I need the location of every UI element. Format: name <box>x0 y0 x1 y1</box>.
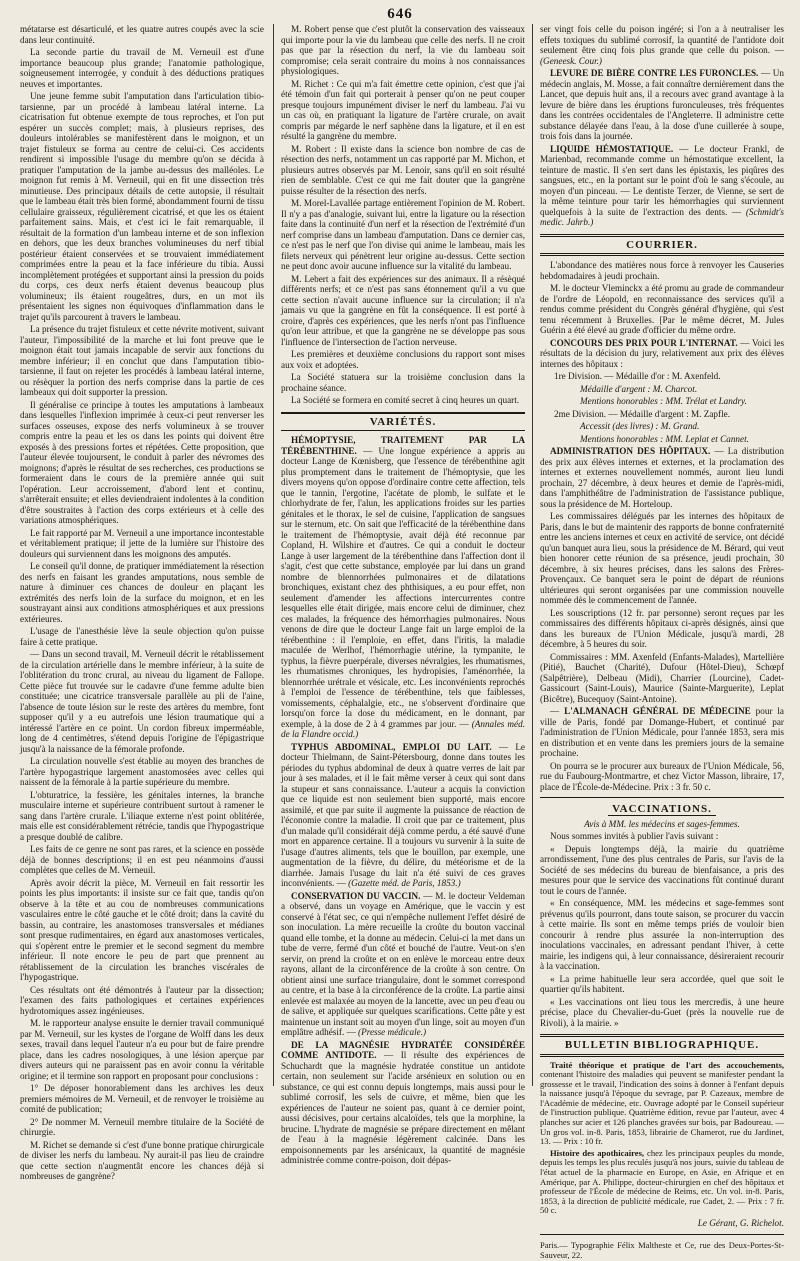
paragraph: « La prime habituelle leur sera accordée, quel que soit le quartier qu'ils habitent. <box>540 973 784 994</box>
paragraph: M. Richet se demande si c'est d'une bonne pratique chirurgicale de diviser les nerfs du lambeau. Ny aurait-il pas lieu de craindre que cette section n'augmentât encore les chances déjà si nombreuses de gangrène? <box>20 1139 264 1181</box>
article-source: (Annales méd. de la Flandre occid.) <box>281 718 526 739</box>
paragraph: Les souscriptions (12 fr. par personne) seront reçues par les commissaires des différents hôpitaux ci-après désignés, ainsi que dans les bureaux de l'Union Médicale, jusqu'à mardi, 28 décembre, à 5 heures du soir. <box>540 607 784 649</box>
paragraph: M. Morel-Lavallée partage entièrement l'opinion de M. Robert. Il n'y a pas d'analogie, suivant lui, entre la ligature ou la résection faite dans la continuité d'un nerf et la résection de l'extrémité d'un nerf comprise dans un lambeau d'amputation. Dans ce dernier cas, ce n'est pas le nerf que l'on divise qui anime le lambeau, mais les filets nerveux qui pénètrent leur origine au-dessus. Cette section ne peut donc avoir aucune influence sur la vitalité du lambeau. <box>281 198 525 271</box>
article-text: — Le docteur Frankl, de Marienbad, recommande comme un hémostatique excellent, la teinture de mastic. Il s'en sert dans les épistaxis, les piqûres des sangsues, etc., en la portant sur le point d'où le sang s'écoule, au moyen d'un pinceau. — Le dentiste Terzer, de Vienne, se sert de la même teinture pour tarir les hémorrhagies qui surviennent quelquefois à la suite de l'extraction des dents. <box>540 143 785 217</box>
article-text: ser vingt fois celle du poison ingéré; si l'on a à neutraliser les effets toxiques du sublimé corrosif, la quantité de l'antidote doit seulement être cinq fois plus grande que celle du poison. <box>540 24 784 55</box>
article-paragraph <box>540 338 784 370</box>
prize-line: Mentions honorables : MM. Trélat et Landry. <box>580 396 747 406</box>
paragraph: Les faits de ce genre ne sont pas rares, et la science en possède déjà de bonnes descriptions; il en est peu néanmoins d'aussi complètes que celles de M. Verneuil. <box>20 844 264 875</box>
divider <box>540 1234 784 1235</box>
prize-line: 2me Division. — Médaille d'argent : M. Zapfle. <box>554 408 731 419</box>
paragraph: M. Robert : Il existe dans la science bon nombre de cas de résection des nerfs, notamment un cas rapporté par M. Michon, et plusieurs autres observés par M. Lenoir, sans qu'il en soit résulté rien de semblable. C'est ce qui me fait douter que la gangrène puisse résulter de la résection des nerfs. <box>281 143 525 196</box>
paragraph: On pourra se le procurer aux bureaux de l'Union Médicale, 56, rue du Faubourg-Montmartre, et chez Victor Masson, libraire, 17, place de l'École-de-Médecine. Prix : 3 fr. 50 c. <box>540 760 784 792</box>
divider <box>540 797 784 798</box>
paragraph: Les commissaires délégués par les internes des hôpitaux de Paris, dans le but de maintenir des rapports de bonne confraternité entre les anciens internes et ceux en activité de service, ont décidé qu'un banquet aura lieu, sous la présidence de M. Bérard, qui veut bien honorer cette réunion de sa présence, jeudi prochain, 30 décembre, à six heures précises, dans les salons des Frères-Provençaux. Ce banquet sera le point de départ de réunions ultérieures qui seront organisées par une commission nouvelle nommée dès le commencement de l'année. <box>540 511 784 605</box>
paragraph: Nous sommes invités à publier l'avis suivant : <box>550 831 719 841</box>
article-paragraph: TYPHUS ABDOMINAL, EMPLOI DU LAIT. — Le docteur Thielmann, de Saint-Pétersbourg, donne dans toutes les périodes du typhus abdominal de deux à quatre verres de lait par jour à ses malades, et il le fait même verser à ceux qui sont dans la stupeur et sans connaissance. L'auteur a acquis la conviction que ce liquide est non seulement bien supporté, mais encore assimilé, et que par suite il augmente la puissance de réaction de l'économie contre la maladie. Il croit que par ce traitement, plus d'un malade qu'il considérait déjà comme perdu, a été sauvé d'une mort en apparence certaine. Il a toujours vu survenir à la suite de l'usage d'autres aliments, tels que le bouillon, par exemple, une augmentation de la fièvre, du délire, du météorisme et de la diarrhée. Jamais l'usage du lait n'a été suivi de ces graves inconvénients. — (Gazette méd. de Paris, 1853.) <box>281 741 526 888</box>
prize-line: 1re Division. — Médaille d'or : M. Axenfeld. <box>554 371 721 381</box>
paragraph: Les premières et deuxième conclusions du rapport sont mises aux voix et adoptées. <box>281 349 525 370</box>
article-text: — M. le docteur Veldeman a observé, dans un voyage en Amérique, que le vaccin y est conservé à l'état sec, ce qui n'empêche nullement l'effet désiré de son inoculation. La mère recueille la croûte du bouton vaccinal quand elle tombe, et la donne au médecin. Celui-ci la met dans un tube de verre, fermé d'un côté et bouché de l'autre. Veut-on s'en servir, on prend la croûte et on en enlève le morceau entre deux rayons, allant de la circonférence de la croûte à son centre. On obtient ainsi une surface triangulaire, dont le sommet correspond au centre, et la base à la circonférence de la croûte. La partie ainsi enlevée est malaxée au moyen de la lancette, avec un peu d'eau ou de salive, et appliquée sur quelques scarifications. Cette pâte y est maintenue un instant soit au moyen d'un linge, soit au moyen d'un emplâtre adhésif. <box>281 890 525 1037</box>
article-text: — La distribution des prix aux élèves internes et externes, et la proclamation des internes et externes nouvellement nommés, auront lieu lundi prochain, 27 décembre, à deux heures et demie de l'après-midi, dans l'amphithéâtre de l'administration de l'assistance publique, sous la présidence de M. Horteloup. <box>540 446 784 509</box>
article-paragraph: HÉMOPTYSIE, TRAITEMENT PAR LA TÉRÉBENTHINE. — Une longue expérience a appris au docteur Lange de Kœnisberg, que l'essence de térébenthine agit plus promptement dans le traitement de l'hémoptysie, que les divers moyens qu'on oppose d'ordinaire contre cette affection, tels que le tannin, l'ergotine, l'acétate de plomb, le sulfate et le chlorhydrate de fer, l'alun, les applications froides sur les parties génitales et le thorax, le sel de cuisine, l'application de sangsues sur le sternum, etc. On sait que l'efficacité de la térébenthine dans le traitement de l'hémoptysie, avait déjà été reconnue par Copland, H. Wilshire et d'autres. Ce qui a conduit le docteur Lange à user largement de la térébenthine dans l'affection dont il s'agit, c'est que cette substance, employée par lui dans un grand nombre de blennorrhées pulmonaires et de dilatations bronchiques, existant chez des phthisiques, a eu pour effet, non seulement d'amender les affections intercurrentes contre lesquelles elle était dirigée, mais encore celui de diminuer, chez ces malades, la fréquence des hémorrhagies pulmonaires. Nous venons de dire que le docteur Lange fait un large emploi de la térébenthine : il l'emploie, en effet, dans l'iritis, la maladie maculée de Werlhof, l'hémorrhagie utérine, la tympanite, le typhus, la fièvre puerpérale, diverses névralgies, les rhumatismes, les rhumatismes chroniques, les hydropisies, l'aménorrhée, la blennorrhée urétrale et vésicale, etc. Les inconvénients reprochés à l'emploi de l'essence de térébenthine, tels que faiblesses, vomissements, céphalalgie, etc., ne s'observent d'ordinaire que lorsqu'on force la dose du médicament, en le donnant, par exemple, à la dose de 2 à 4 grammes par jour. — (Annales méd. de la Flandre occid.) <box>281 435 526 739</box>
article-heading: Histoire des apothicaires, <box>550 1147 645 1158</box>
section-title-varietes: VARIÉTÉS. <box>281 412 525 432</box>
article-text: — Il résulte des expériences de Schuchardt que la magnésie hydratée constitue un antidote certain, non seulement sur l'acide arsénieux en solution ou en substance, ce qui est connu depuis longtemps, mais aussi pour le sublimé corrosif, les sels de cuivre, et même, bien que les expériences de l'auteur ne soient pas, quant à ce dernier point, aussi décisives, pour certains alcaloïdes, tels que la morphine, la brucine. L'hydrate de magnésie se prépare directement en mêlant de l'eau à la magnésie légèrement calcinée. Dans les empoisonnements par les arsénicaux, la quantité de magnésie administrée comme contre-poison, doit dépas- <box>281 1050 525 1165</box>
article-heading: ADMINISTRATION DES HÔPITAUX. <box>550 446 711 456</box>
paragraph: métatarse est désarticulé, et les quatre autres coupés avec la scie dans leur continuité. <box>20 24 264 45</box>
gerant-signature: Le Gérant, G. Richelot. <box>697 1218 784 1228</box>
paragraph: M. le rapporteur analyse ensuite le dernier travail communiqué par M. Verneuil, sur les kystes de l'organe de Wolff dans les deux sexes, travail dans lequel l'auteur n'a eu pour but de faire prendre place, dans les cadres nosologiques, à une lésion aperçue par divers auteurs qui ne paraissent pas en avoir connu la véritable origine; et il termine son rapport en proposant pour conclusions : <box>20 1018 264 1081</box>
section-subtitle: Avis à MM. les médecins et sages-femmes. <box>584 818 740 829</box>
section-title-courrier: COURRIER. <box>540 234 784 257</box>
paragraph: Le conseil qu'il donne, de pratiquer immédiatement la résection des nerfs en faisant les grandes amputations, nous semble de nature à diminuer ces chances de douleur en plaçant les extrémités des nerfs loin de la surface du moignon, et en les soustrayant ainsi aux conditions atmosphériques et aux pressions extérieures. <box>20 561 264 624</box>
paragraph: 2° De nommer M. Verneuil membre titulaire de la Société de chirurgie. <box>20 1116 264 1137</box>
section-title-text: VACCINATIONS. <box>608 804 716 816</box>
article-paragraph <box>281 1040 525 1166</box>
article-paragraph: LIQUIDE HÉMOSTATIQUE. — Le docteur Frankl, de Marienbad, recommande comme un hémostatique excellent, la teinture de mastic. Il s'en sert dans les épistaxis, les piqûres des sangsues, etc., en la portant sur le point d'où le sang s'écoule, au moyen d'un pinceau. — Le dentiste Terzer, de Vienne, se sert de la même teinture pour tarir les hémorrhagies qui surviennent quelquefois à la suite de l'extraction des dents. — (Schmidt's medic. Jahrb.) <box>540 143 785 227</box>
article-heading: DE LA MAGNÉSIE HYDRATÉE CONSIDÉRÉE COMME ANTIDOTE. <box>281 1039 525 1060</box>
paragraph: Le fait rapporté par M. Verneuil a une importance incontestable et véritablement pratique; il jette de la lumière sur l'histoire des douleurs qui surviennent dans les moignons des amputés. <box>20 527 264 559</box>
prize-line: Médaille d'argent : M. Charcot. <box>580 383 698 394</box>
article-source: (Geneesk. Cour.) <box>540 55 602 66</box>
column-divider <box>273 24 274 1086</box>
paragraph: — Dans un second travail, M. Verneuil décrit le rétablissement de la circulation artérielle dans le membre inférieur, à la suite de l'oblitération du tronc crural, au niveau du ligament de Fallope. Cette pièce fut trouvée sur le cadavre d'une femme adulte bien constituée; une cicatrice transversale parallèle au pli de l'aine, l'absence de toute lésion sur le reste des artères du membre, font supposer qu'il y a eu autrefois une lésion traumatique qui a intéressé l'artère en ce point. Un cordon fibreux imperméable, long de 4 centimètres, s'étend depuis l'origine de l'épigastrique jusqu'à la naissance de la fémorale profonde. <box>20 649 264 754</box>
article-text: — Voici les résultats de la décision du jury, relativement aux prix des élèves internes des hôpitaux : <box>540 337 785 369</box>
paragraph: Après avoir décrit la pièce, M. Verneuil en fait ressortir les points les plus importants: il insiste sur ce fait que, tandis qu'on observe à la tête et au cou de nombreuses communications vasculaires entre le côté gauche et le côté droit; dans la cavité du bassin, au contraire, les anastomoses transversales et médianes sont presque rudimentaires, en égard aux anastomoses verticales, qui s'opèrent entre le premier et le second segment du membre inférieur. Il note encore le peu de part que prennent au rétablissement de la circulation les branches viscérales de l'hypogastrique. <box>20 877 264 982</box>
article-heading: LIQUIDE HÉMOSTATIQUE. <box>550 143 674 154</box>
article-paragraph: CONSERVATION DU VACCIN. — M. le docteur Veldeman a observé, dans un voyage en Amérique, que le vaccin y est conservé à l'état sec, ce qui n'empêche nullement l'effet désiré de son inoculation. La mère recueille la croûte du bouton vaccinal quand elle tombe, et la donne au médecin. Celui-ci la met dans un tube de verre, fermé d'un côté et bouché de l'autre. Veut-on s'en servir, on prend la croûte et on en enlève le morceau entre deux rayons, allant de la circonférence de la croûte à son centre. On obtient ainsi une surface triangulaire, dont le sommet correspond au centre, et la base à la circonférence de la croûte. La partie ainsi enlevée est malaxée au moyen de la lancette, avec un peu d'eau ou de salive, et appliquée sur quelques scarifications. Cette pâte y est maintenue un instant soit au moyen d'un linge, soit au moyen d'un emplâtre adhésif. — (Presse médicale.) <box>281 890 525 1037</box>
paragraph: « Depuis longtemps déjà, la mairie du quatrième arrondissement, l'une des plus centrales de Paris, sur l'avis de la Société de ses médecins du bureau de bienfaisance, a pris des mesures pour que le service des vaccinations fût continué durant tout le cours de l'année. <box>540 843 784 896</box>
article-paragraph <box>540 446 784 509</box>
article-heading: CONCOURS DES PRIX POUR L'INTERNAT. <box>550 337 738 348</box>
paragraph: La Société statuera sur la troisième conclusion dans la prochaine séance. <box>281 372 525 393</box>
paragraph: « Les vaccinations ont lieu tous les mercredis, à une heure précise, place du Chevalier-du-Guet (près la nouvelle rue de Rivoli), à la mairie. » <box>540 996 784 1028</box>
page-number: 646 <box>387 6 413 22</box>
section-title-vaccinations <box>540 804 784 816</box>
article-paragraph: — L'ALMANACH GÉNÉRAL DE MÉDECINE pour la ville de Paris, fondé par Domange-Hubert, et continué par l'administration de l'Union Médicale, pour l'année 1853, sera mis en distribution et en vente dans les premiers jours de la semaine prochaine. <box>540 706 785 758</box>
paragraph: « En conséquence, MM. les médecins et sage-femmes sont prévenus qu'ils pourront, dans toute saison, se procurer du vaccin à cette mairie. Ils sont en même temps priés de vouloir bien concourir à rendre plus assurée la non-interruption des inoculations vaccinales, en adressant pendant l'hiver, à cette mairie, les indigens qui, à leur connaissance, désireraient recourir à la vaccination. <box>540 898 784 971</box>
paragraph: 1° De déposer honorablement dans les archives les deux premiers mémoires de M. Verneuil, et de renvoyer le troisième au comité de publication; <box>20 1083 264 1114</box>
paragraph: M. le docteur Vleminckx a été promu au grade de commandeur de l'ordre de Léopold, en reconnaissance des services qu'il a rendus comme président du Congrès général d'hygiène, qui s'est tenu récemment à Bruxelles. [Par le même décret, M. Jules Guérin a été élevé au grade d'officier du même ordre. <box>540 283 784 335</box>
article-heading: Traité théorique et pratique de l'art des accouchements, <box>550 1059 784 1070</box>
paragraph: La présence du trajet fistuleux et cette névrite motivent, suivant l'auteur, l'impossibilité de la marche et lui font preuve que le moignon était tout jamais incapable de servir aux fonctions du membre inférieur; il en conclut que dans l'amputation tibio-tarsienne, il faut on rejeter les procédés à lambeau latéral interne, ou résèquer la portion des nerfs comprise dans la partie de ces lambeaux qui doit supporter la pression. <box>20 324 264 397</box>
prize-line: Mentions honorables : MM. Leplat et Cannet. <box>580 433 749 444</box>
article-text: chez les principaux peuples du monde, depuis les temps les plus reculés jusqu'à nos jours, suivie du tableau de l'état actuel de la pharmacie en Europe, en Asie, en Afrique et en Amérique, par A. Philippe, docteur-chirurgien en chef des hôpitaux et professeur de l'École de médecine de Reims, etc. Un vol. in-8. Paris, 1853, à la direction de publicité médicale, rue Cadet, 2. — Prix : 7 fr. 50 c. <box>540 1147 784 1216</box>
article-heading: HÉMOPTYSIE, TRAITEMENT PAR LA TÉRÉBENTHINE. <box>281 435 525 456</box>
column-1 <box>20 24 264 1181</box>
paragraph: M. Robert pense que c'est plutôt la conservation des vaisseaux qui importe pour la vie du lambeau que celle des nerfs. Il ne croit pas que par la résection du nerf, la vie du lambeau soit compromise; cela serait contraire du moins à nos connaissances physiologiques. <box>281 24 525 76</box>
article-heading: TYPHUS ABDOMINAL, EMPLOI DU LAIT. <box>291 741 492 752</box>
paragraph: Il généralise ce principe à toutes les amputations à lambeaux dans lesquelles l'inflexion imprimée à ceux-ci peut renverser les surfaces osseuses, expose des nerfs volumineux à se trouver compris entre la peau et les os dans les points qui doivent être exposés à des pressions fortes et répétées. Cette proposition, que l'auteur élevée toujoursent, le conduit à parler des névromes des moignons; d'après le résultat de ses recherches, ces productions se formeraient dans le cours de la première année qui suit l'opération. Leur accroissement, d'abord lent et continu, s'arrêterait ensuite; et elles deviendraient indolentes à la condition d'être soustraites à l'action des corps extérieurs et à celle des variations atmosphériques. <box>20 399 264 525</box>
article-text: — Un médecin anglais, M. Mosse, a fait connaître dernièrement dans the Lancet, que depuis huit ans, il a recours avec grand avantage à la levure de bière dans les éruptions furonculeuses, très fréquentes dans les contrées occidentales de l'Angleterre. Il administre cette substance délayée dans l'eau, à la dose d'une cuillerée à soupe, trois fois dans la journée. <box>540 68 785 141</box>
article-paragraph <box>540 1061 784 1147</box>
article-heading: LEVURE DE BIÈRE CONTRE LES FURONCLES. <box>550 68 759 78</box>
section-title-bulletin: BULLETIN BIBLIOGRAPHIQUE. <box>540 1034 784 1057</box>
paragraph: Une jeune femme subit l'amputation dans l'articulation tibio-tarsienne, par un procédé à lambeau latéral interne. La cicatrisation fut obtenue exempte de tous reproches, et l'on put espérer un succès complet; mais, à plusieurs reprises, des douleurs intolérables se manifestèrent dans le moignon, et un trajet fistuleux se forma au centre de celui-ci. Ces accidents rendirent si impossible l'usage du membre qu'on se décida à pratiquer l'amputation de la jambe au-dessus des malléoles. Le moignon fut remis à M. Verneuil, qui en fit une dissection très minutieuse. Des principaux détails de cette autopsie, il résultait que le lambeau était très bien formé, abondamment fourni de tissu cellulaire graisseux, régulièrement cicatrisé, et que les os étaient parfaitement sains. Mais, et c'est ici le fait remarquable, il résultait de la formation d'un lambeau interne et de son inflexion en dehors, que les deux branches volumineuses du nerf tibial postérieur étaient conservées et se trouvaient immédiatement comprimées entre la peau et la face inférieure du tibia. Aussi incomplètement protégées et supportant ainsi la pression du poids du corps, ces deux nerfs étaient devenus beaucoup plus volumineux; ils étaient rougeâtres, durs, en un mot ils présentaient les signes non équivoques d'inflammation dans le trajet qu'ils parcourent à travers le lambeau. <box>20 91 264 322</box>
article-heading: L'ALMANACH GÉNÉRAL DE MÉDECINE <box>564 706 751 716</box>
article-source: (Schmidt's medic. Jahrb.) <box>540 206 785 227</box>
paragraph: L'usage de l'anesthésie lève la seule objection qu'on puisse faire à cette pratique. <box>20 626 264 647</box>
paragraph: La seconde partie du travail de M. Verneuil est d'une importance beaucoup plus grande; l'anatomie pathologique, soigneusement interrogée, y conduit à des déductions pratiques neuves et importantes. <box>20 47 264 89</box>
article-paragraph <box>540 1149 784 1216</box>
article-text: pour la ville de Paris, fondé par Domange-Hubert, et continué par l'administration de l'Union Médicale, pour l'année 1853, sera mis en distribution et en vente dans les premiers jours de la semaine prochaine. <box>540 706 785 758</box>
printer-imprint: Paris.— Typographie Félix Maltheste et Ce, rue des Deux-Portes-St-Sauveur, 22. <box>540 1239 784 1260</box>
paragraph: M. Lebert a fait des expériences sur des animaux. Il a résèqué différents nerfs; et ce n'est pas sans étonnement qu'il a vu que cette section n'avait aucune influence sur la circulation; il n'a jamais vu que la gangrène en fût la conséquence. Il est porté à croire, d'après ces expériences, que les nerfs n'ont pas l'influence qu'on leur attribue, et que la gangrène ne se développe pas sous l'influence de l'intersection de l'action nerveuse. <box>281 273 525 347</box>
column-3 <box>540 24 785 1260</box>
column-divider <box>532 24 533 1086</box>
paragraph: Commissaires : MM. Axenfeld (Enfants-Malades), Martellière (Pitié), Bauchet (Charité), Dufour (Hôtel-Dieu), Schœpf (Salpêtrière), Delbeau (Midi), Charrier (Lourcine), Cadet-Gassicourt (Saint-Louis), Maurice (Sainte-Marguerite), Leplat (Bicêtre), Bucequoy (Saint-Antoine). <box>540 651 784 704</box>
article-source: (Gazette méd. de Paris, 1853.) <box>348 878 461 888</box>
article-heading: CONSERVATION DU VACCIN. <box>291 890 421 901</box>
article-paragraph <box>540 68 784 142</box>
article-text: — Le docteur Thielmann, de Saint-Pétersbourg, donne dans toutes les périodes du typhus abdominal de deux à quatre verres de lait par jour à ses malades, et il le fait même verser à ceux qui sont dans la stupeur et sans connaissance. L'auteur a acquis la conviction que ce liquide est non seulement bien supporté, mais encore assimilé, et que par suite il augmente la puissance de réaction de l'économie contre la maladie. Il croit que par ce traitement, plus d'un malade qu'il considérait déjà comme perdu, a été sauvé d'une mort en apparence certaine. Il a toujours vu survenir à la suite de l'usage d'autres aliments, tels que le bouillon, par exemple, une augmentation de la fièvre, du délire, du météorisme et de la diarrhée. Jamais l'usage du lait n'a été suivi de ces graves inconvénients. <box>281 741 526 888</box>
article-text: contenant l'histoire des maladies qui peuvent se manifester pendant la grossesse et le travail, l'indication des soins à donner à l'enfant depuis la naissance jusqu'à l'époque du sevrage, par P. Cazeaux, membre de l'Académie de médecine, etc. Ouvrage adopté par le Conseil supérieur de l'instruction publique. Quatrième édition, revue par l'auteur, avec 4 planches sur acier et 126 planches gravées sur bois, par Badoureau. — Un gros vol. in-8. Paris, 1853, librairie de Chamerot, rue du Jardinet, 13. — Prix : 10 fr. <box>540 1069 784 1147</box>
paragraph: Ces résultats ont été démontrés à l'auteur par la dissection; l'examen des faits pathologiques et certaines expériences hydrotomiques assez ingénieuses. <box>20 984 264 1016</box>
prize-line: Accessit (des livres) : M. Grand. <box>580 421 700 431</box>
paragraph: La Société se formera en comité secret à cinq heures un quart. <box>291 395 520 405</box>
paragraph: L'abondance des matières nous force à renvoyer les Causeries hebdomadaires à jeudi prochain. <box>540 260 784 281</box>
paragraph: L'obturatrice, la fessière, les génitales internes, la branche musculaire interne et supérieure contribuent surtout à ramener le sang dans l'artère crurale. L'iliaque externe n'est point oblitérée, mais elle est considérablement rétrécie, tandis que l'hypogastrique a presque doublé de calibre. <box>20 789 264 842</box>
article-text: — Une longue expérience a appris au docteur Lange de Kœnisberg, que l'essence de térébenthine agit plus promptement dans le traitement de l'hémoptysie, que les divers moyens qu'on oppose d'ordinaire contre cette affection, tels que le tannin, l'ergotine, l'acétate de plomb, le sulfate et le chlorhydrate de fer, l'alun, les applications froides sur les parties génitales et le thorax, le sel de cuisine, l'application de sangsues sur le sternum, etc. On sait que l'efficacité de la térébenthine dans le traitement de l'hémoptysie, avait déjà été reconnue par Copland, H. Wilshire et d'autres. Ce qui a conduit le docteur Lange à user largement de la térébenthine dans l'affection dont il s'agit, c'est que cette substance, employée par lui dans un grand nombre de blennorrhées pulmonaires et de dilatations bronchiques, existant chez des phthisiques, a eu pour effet, non seulement d'amender les affections intercurrentes contre lesquelles elle était dirigée, mais encore celui de diminuer, chez ces malades, la fréquence des hémorrhagies pulmonaires. Nous venons de dire que le docteur Lange fait un large emploi de la térébenthine : il l'emploie, en effet, dans l'iritis, la maladie maculée de Werlhof, l'hémorrhagie utérine, la tympanite, le typhus, la fièvre puerpérale, diverses névralgies, les rhumatismes, les rhumatismes chroniques, les hydropisies, l'aménorrhée, la blennorrhée urétrale et vésicale, etc. Les inconvénients reprochés à l'emploi de l'essence de térébenthine, tels que faiblesses, vomissements, céphalalgie, etc., ne s'observent d'ordinaire que lorsqu'on force la dose du médicament, en le donnant, par exemple, à la dose de 2 à 4 grammes par jour. <box>281 445 526 729</box>
paragraph: M. Richet : Ce qui m'a fait émettre cette opinion, c'est que j'ai été témoin d'un fait qui porterait à penser qu'on ne peut couper presque toujours impunément diviser le nerf du lambeau. J'ai vu un cas où, en pratiquant la ligature de l'artère crurale, on avait compris par mégarde le nerf saphène dans la ligature, et il en est résulté la gangrène du membre. <box>281 78 525 141</box>
paragraph: ser vingt fois celle du poison ingéré; si l'on a à neutraliser les effets toxiques du sublimé corrosif, la quantité de l'antidote doit seulement être cinq fois plus grande que celle du poison. — (Geneesk. Cour.) <box>540 24 784 66</box>
column-2 <box>281 24 526 1165</box>
article-source: (Presse médicale.) <box>358 1027 427 1037</box>
paragraph: La circulation nouvelle s'est établie au moyen des branches de l'artère hypogastrique largement anastomosées avec celles qui naissent de la fémorale à la partie supérieure du membre. <box>20 756 264 787</box>
